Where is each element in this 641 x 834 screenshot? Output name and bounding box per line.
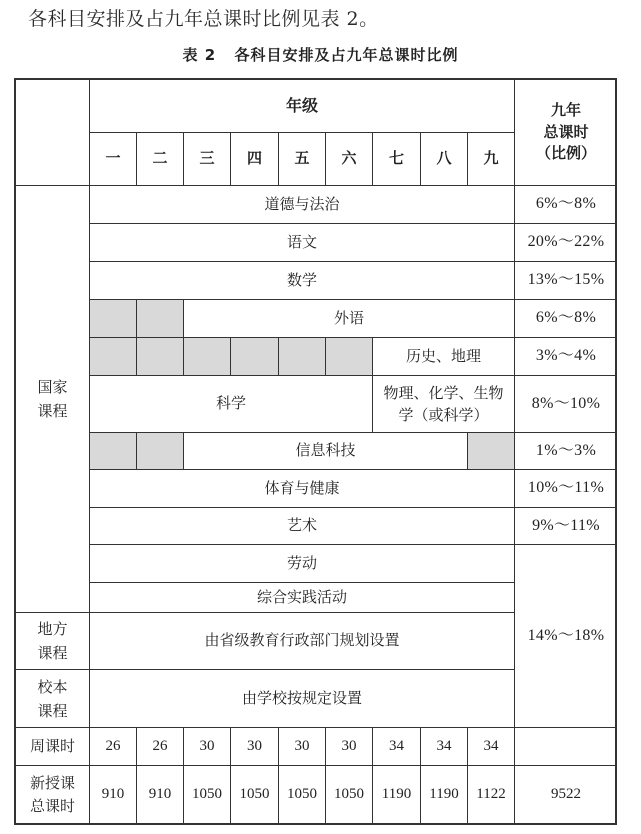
new-hours-grade-1: 910: [90, 766, 137, 823]
school-setting: 由学校按规定设置: [90, 670, 515, 728]
grade-col-8: 八: [421, 133, 468, 186]
weekly-total: [515, 728, 617, 766]
category-national: [16, 186, 90, 613]
subject-morality: 道德与法治: [90, 186, 515, 224]
category-school-label: 校本课程: [37, 677, 68, 720]
total-ratio-header: [515, 80, 617, 186]
new-hours-total: 9522: [551, 785, 581, 802]
new-hours-label: [16, 766, 90, 823]
grade-header: 年级: [90, 80, 515, 133]
grade-col-7: 七: [373, 133, 421, 186]
total-header-line1: 九年: [550, 100, 581, 119]
total-header-line2: 总课时: [543, 122, 589, 141]
new-hours-grade-9: 1122: [468, 766, 515, 823]
table-number: 表 2: [182, 46, 217, 64]
total-header-line3: （比例）: [535, 144, 596, 163]
intro-text: 各科目安排及占九年总课时比例见表 2。: [28, 8, 379, 30]
shaded-cell: [137, 338, 184, 376]
subject-foreign-language: 外语: [184, 300, 515, 338]
weekly-hours-grade-1: 26: [90, 728, 137, 766]
subject-history-geography: 历史、地理: [373, 338, 515, 376]
category-school: [16, 670, 90, 728]
weekly-hours-grade-4: 30: [231, 728, 279, 766]
weekly-hours-grade-8: 34: [421, 728, 468, 766]
new-hours-label-line2: 总课时: [29, 796, 75, 815]
shaded-cell: [184, 338, 231, 376]
ratio-pe: 10%～11%: [515, 470, 617, 508]
grade-col-5: 五: [279, 133, 326, 186]
category-local-label: 地方课程: [37, 620, 68, 662]
shaded-cell: [137, 433, 184, 470]
subject-science: 科学: [90, 376, 373, 433]
shaded-cell: [90, 338, 137, 376]
new-hours-grade-8: 1190: [421, 766, 468, 823]
new-hours-grade-2: 910: [137, 766, 184, 823]
subject-math: 数学: [90, 262, 515, 300]
ratio-it: 1%～3%: [515, 433, 617, 470]
grade-col-6: 六: [326, 133, 373, 186]
subject-art: 艺术: [90, 508, 515, 545]
ratio-shared: 14%～18%: [515, 545, 617, 728]
weekly-hours-grade-2: 26: [137, 728, 184, 766]
shaded-cell: [90, 300, 137, 338]
ratio-chinese: 20%～22%: [515, 224, 617, 262]
shaded-cell: [279, 338, 326, 376]
category-local: [16, 613, 90, 670]
weekly-hours-grade-7: 34: [373, 728, 421, 766]
shaded-cell: [90, 433, 137, 470]
shaded-cell: [326, 338, 373, 376]
ratio-history-geography: 3%～4%: [515, 338, 617, 376]
new-hours-grade-3: 1050: [184, 766, 231, 823]
subject-science-alt: [373, 376, 515, 433]
subject-pe: 体育与健康: [90, 470, 515, 508]
corner-cell: [16, 80, 90, 186]
new-hours-label-line1: 新授课: [29, 774, 75, 792]
table-title: 各科目安排及占九年总课时比例: [234, 46, 459, 64]
new-hours-grade-4: 1050: [231, 766, 279, 823]
grade-col-3: 三: [184, 133, 231, 186]
ratio-art: 9%～11%: [515, 508, 617, 545]
subject-it: 信息科技: [184, 433, 468, 470]
ratio-morality: 6%～8%: [515, 186, 617, 224]
weekly-hours-grade-6: 30: [326, 728, 373, 766]
shaded-cell: [137, 300, 184, 338]
ratio-science: 8%～10%: [515, 376, 617, 433]
grade-col-1: 一: [90, 133, 137, 186]
table-caption: [0, 44, 641, 65]
grade-col-4: 四: [231, 133, 279, 186]
weekly-hours-grade-9: 34: [468, 728, 515, 766]
science-alt-line2: 学（或科学）: [398, 406, 489, 424]
ratio-math: 13%～15%: [515, 262, 617, 300]
weekly-hours-grade-3: 30: [184, 728, 231, 766]
weekly-hours-grade-5: 30: [279, 728, 326, 766]
shaded-cell: [231, 338, 279, 376]
grade-col-2: 二: [137, 133, 184, 186]
subject-labor: 劳动: [90, 545, 515, 583]
local-setting: 由省级教育行政部门规划设置: [90, 613, 515, 670]
weekly-hours-label: 周课时: [16, 728, 90, 766]
subject-practice: 综合实践活动: [90, 583, 515, 613]
grade-col-9: 九: [468, 133, 515, 186]
subject-chinese: 语文: [90, 224, 515, 262]
new-hours-grade-5: 1050: [279, 766, 326, 823]
science-alt-line1: 物理、化学、生物: [383, 383, 504, 402]
curriculum-table: [14, 78, 617, 825]
new-hours-grade-6: 1050: [326, 766, 373, 823]
category-national-label: 国家课程: [37, 378, 68, 420]
ratio-foreign-language: 6%～8%: [515, 300, 617, 338]
shaded-cell: [468, 433, 515, 470]
new-hours-grade-7: 1190: [373, 766, 421, 823]
